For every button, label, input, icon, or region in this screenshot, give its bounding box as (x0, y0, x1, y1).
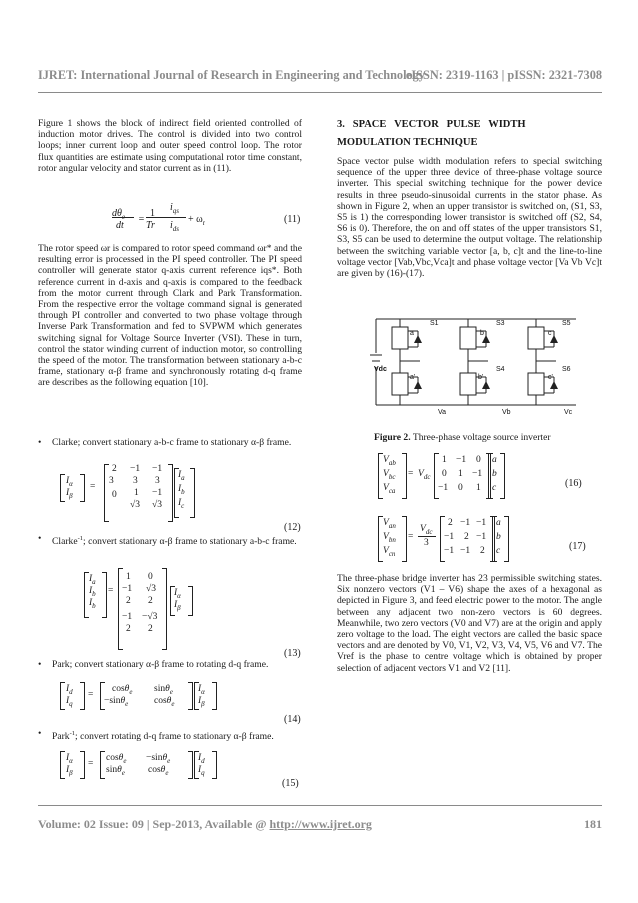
left-para-2: The rotor speed ωr is compared to rotor speed command ωr* and the resulting error is processed in the PI speed controller. The PI speed controller will generate stator q-axis current reference iqs*. Both reference current in d-axis and q-axis is compared to the feedback from the motor current through Clark and Park Transformation. From the respective error the voltage command signal is generated through PI controller and converted to two phase voltage through Inverse Park Transformation and fed to SVPWM which generates switching signal for Voltage Source Inverter (VSI). These in turn, control the stator winding current of induction motor, so controlling the speed of the motor. The transformation between stationary a-b-c frame, stationary α-β frame and synchronously rotating d-q frame are describes as the following equation [10]. (38, 243, 302, 389)
node-label: b (480, 330, 484, 337)
output-label: Va (438, 409, 447, 416)
node-label: a' (410, 374, 416, 381)
equation-15: $I_\alpha$ $I_\beta$ = cosθ$_e$ sinθ$_e$ −sinθ$_e$ cosθ$_e$ $I_d$ $I_q$ (60, 749, 240, 781)
switch-label: S4 (496, 366, 505, 373)
output-label: Vb (502, 409, 511, 416)
footer-volume-info: Volume: 02 Issue: 09 | Sep-2013, Available @ (38, 817, 270, 831)
eq16-number: (16) (565, 478, 582, 489)
bullet-dot: • (38, 437, 42, 448)
bullet-inverse-park: • Park$^{-1}$; convert rotating d-q frame to stationary α-β frame. (38, 728, 274, 743)
switch-label: S6 (562, 366, 571, 373)
bullet-dot: • (38, 728, 42, 739)
dc-source-label: Vdc (374, 366, 387, 373)
journal-name: IJRET: International Journal of Research in Engineering and Technology (38, 68, 425, 82)
inverter-circuit-figure (368, 313, 584, 417)
switch-label: S5 (562, 320, 571, 327)
bullet-park: • Park; convert stationary α-β frame to rotating d-q frame. (38, 659, 269, 670)
eq13-number: (13) (284, 648, 301, 659)
equation-16: $V_{ab}$ $V_{bc}$ $V_{ca}$ = $V_{dc}$ 1 −1 0 0 1 −1 −1 0 1 a b c (378, 453, 528, 501)
eq17-number: (17) (569, 541, 586, 552)
right-para-1: Space vector pulse width modulation refers to special switching sequence of the upper three device of three-phase voltage source inverter. This special switching technique for the power device results in three pseudo-sinusoidal currents in the stator phase. As shown in Figure 2, when an upper transistor is switched on, (S1, S3, S5 is 1) the corresponding lower transistor is switched off (S2, S4, S6 is 0). Therefore, the on and off states of the upper transistors S1, S3, S5 can be used to determine the output voltage. The relationship between the switching variable vector [a, b, c]t and the line-to-line voltage vector [Vab,Vbc,Vca]t and phase voltage vector [Va Vb Vc]t are given by (16)-(17). (337, 156, 602, 280)
right-para-2: The three-phase bridge inverter has 23 permissible switching states. Six nonzero vectors (V1 – V6) shape the axes of a hexagonal as depicted in Figure 3, and feed electric power to the motor. The angle between any adjacent two non-zero vectors is 60 degrees. Meanwhile, two zero vectors (V0 and V7) are at the origin and apply zero voltage to the load. The eight vectors are called the basic space vectors and are denoted by V0, V1, V2, V3, V4, V5, V6 and V7. The Vref is the phase to centre voltage which is obtained by proper selection of adjacent vectors V1 and V2 [11]. (337, 573, 602, 674)
equation-17: $V_{an}$ $V_{bn}$ $V_{cn}$ = $V_{dc}$ 3 2 −1 −1 −1 2 −1 −1 −1 2 a b c (378, 514, 528, 564)
eq11-number: (11) (284, 214, 301, 225)
equation-11: $d\theta_e$ dt = 1 Tr $i_{qs}$ $i_{ds}$ + $\omega_r$ (112, 202, 206, 233)
eq12-number: (12) (284, 522, 301, 533)
node-label: b' (478, 374, 484, 381)
switch-label: S3 (496, 320, 505, 327)
bullet-inverse-clarke: • Clarke$^{-1}$; convert stationary α-β frame to stationary a-b-c frame. (38, 533, 297, 548)
section-heading: 3. SPACE VECTOR PULSE WIDTH MODULATION TECHNIQUE (337, 119, 526, 148)
bullet-dot: • (38, 659, 42, 670)
eq15-number: (15) (282, 778, 299, 789)
running-header (38, 68, 602, 83)
node-label: c' (548, 374, 553, 381)
equation-14: $I_d$ $I_q$ = cosθ$_e$ −sinθ$_e$ sinθ$_e$ cosθ$_e$ $I_\alpha$ $I_\beta$ (60, 680, 240, 712)
switch-label: S1 (430, 320, 439, 327)
node-label: a (410, 330, 414, 337)
page-footer (38, 817, 602, 832)
node-label: c (548, 330, 552, 337)
equation-12: $I_\alpha$ $I_\beta$ = 2 3 −1 3 −1 3 0 1 √3 −1 √3 $I_a$ $I_b$ $I_c$ (60, 464, 200, 524)
issn-info: eISSN: 2319-1163 | pISSN: 2321-7308 (405, 68, 602, 82)
footer-rule (38, 805, 602, 806)
journal-website-link[interactable]: http://www.ijret.org (269, 817, 372, 831)
equation-13: $I_a$ $I_b$ $I_b$ = 1 0 −1 2 √3 2 −1 2 −√3 2 $I_\alpha$ $I_\beta$ (84, 568, 214, 650)
left-para-1: Figure 1 shows the block of indirect field oriented controlled of induction motor drives. The control is divided into two control loops; inner current loop and outer speed control loop. The rotor flux quantities are estimate using computational rotor time constant, rotor angular velocity and stator current as in (11). (38, 118, 302, 174)
bullet-clarke: • Clarke; convert stationary a-b-c frame to stationary α-β frame. (38, 437, 292, 448)
figure-2-caption: Figure 2. Three-phase voltage source inverter (374, 432, 551, 443)
output-label: Vc (564, 409, 573, 416)
header-rule (38, 92, 602, 93)
page-number: 181 (584, 817, 602, 831)
bullet-dot: • (38, 533, 42, 544)
eq14-number: (14) (284, 714, 301, 725)
